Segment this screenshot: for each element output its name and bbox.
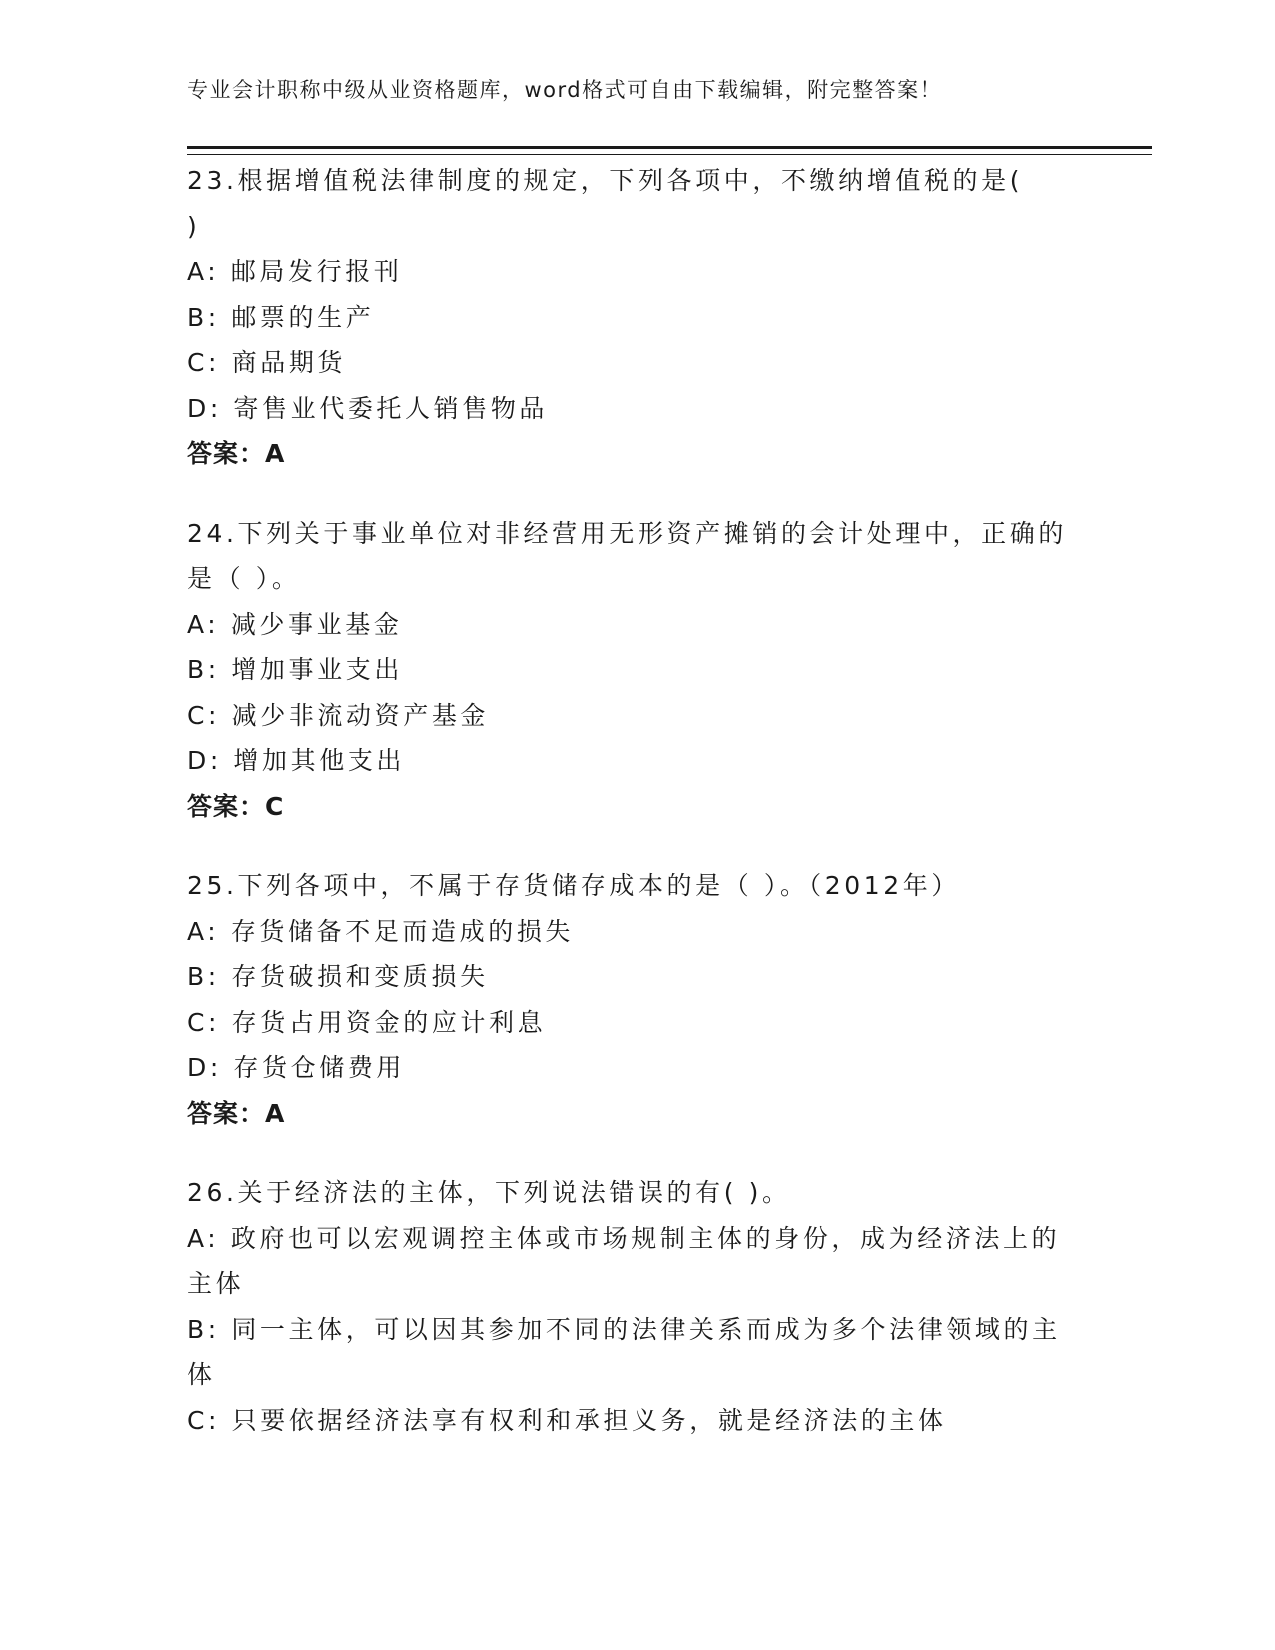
option-d: D: 增加其他支出 — [187, 746, 406, 775]
option-b: B: 增加事业支出 — [187, 655, 403, 684]
option-a: A: 政府也可以宏观调控主体或市场规制主体的身份，成为经济法上的 — [187, 1223, 1061, 1253]
question-23 — [187, 158, 1087, 477]
option-d: D: 存货仓储费用 — [187, 1053, 406, 1082]
question-stem-line: 23.根据增值税法律制度的规定，下列各项中，不缴纳增值税的是( — [187, 166, 1024, 195]
option-b-continued: 体 — [187, 1360, 216, 1389]
question-24 — [187, 511, 1087, 830]
answer-line: 答案：A — [187, 1098, 286, 1128]
option-a: A: 邮局发行报刊 — [187, 257, 403, 286]
option-b: B: 同一主体，可以因其参加不同的法律关系而成为多个法律领域的主 — [187, 1314, 1061, 1344]
header-divider — [187, 146, 1152, 155]
option-c: C: 商品期货 — [187, 348, 347, 377]
question-26 — [187, 1170, 1087, 1443]
answer-line: 答案：C — [187, 791, 285, 821]
question-list — [187, 158, 1087, 1477]
option-b: B: 邮票的生产 — [187, 302, 375, 332]
question-stem-line: 26.关于经济法的主体，下列说法错误的有( )。 — [187, 1178, 791, 1207]
option-a-continued: 主体 — [187, 1269, 245, 1298]
question-stem-line: 是（ ）。 — [187, 564, 301, 593]
option-d: D: 寄售业代委托人销售物品 — [187, 393, 549, 423]
answer-line: 答案：A — [187, 439, 286, 468]
question-stem-line: 25.下列各项中，不属于存货储存成本的是（ ）。（2012年） — [187, 871, 960, 900]
option-a: A: 存货储备不足而造成的损失 — [187, 916, 575, 946]
question-stem-line: ) — [187, 211, 201, 241]
option-a: A: 减少事业基金 — [187, 609, 403, 639]
question-25 — [187, 863, 1087, 1136]
option-c: C: 减少非流动资产基金 — [187, 700, 490, 730]
header-title: 专业会计职称中级从业资格题库，word格式可自由下载编辑，附完整答案！ — [187, 78, 943, 102]
question-stem-line: 24.下列关于事业单位对非经营用无形资产摊销的会计处理中，正确的 — [187, 518, 1067, 548]
option-c: C: 存货占用资金的应计利息 — [187, 1007, 547, 1037]
option-c: C: 只要依据经济法享有权利和承担义务，就是经济法的主体 — [187, 1405, 947, 1435]
option-b: B: 存货破损和变质损失 — [187, 962, 489, 991]
